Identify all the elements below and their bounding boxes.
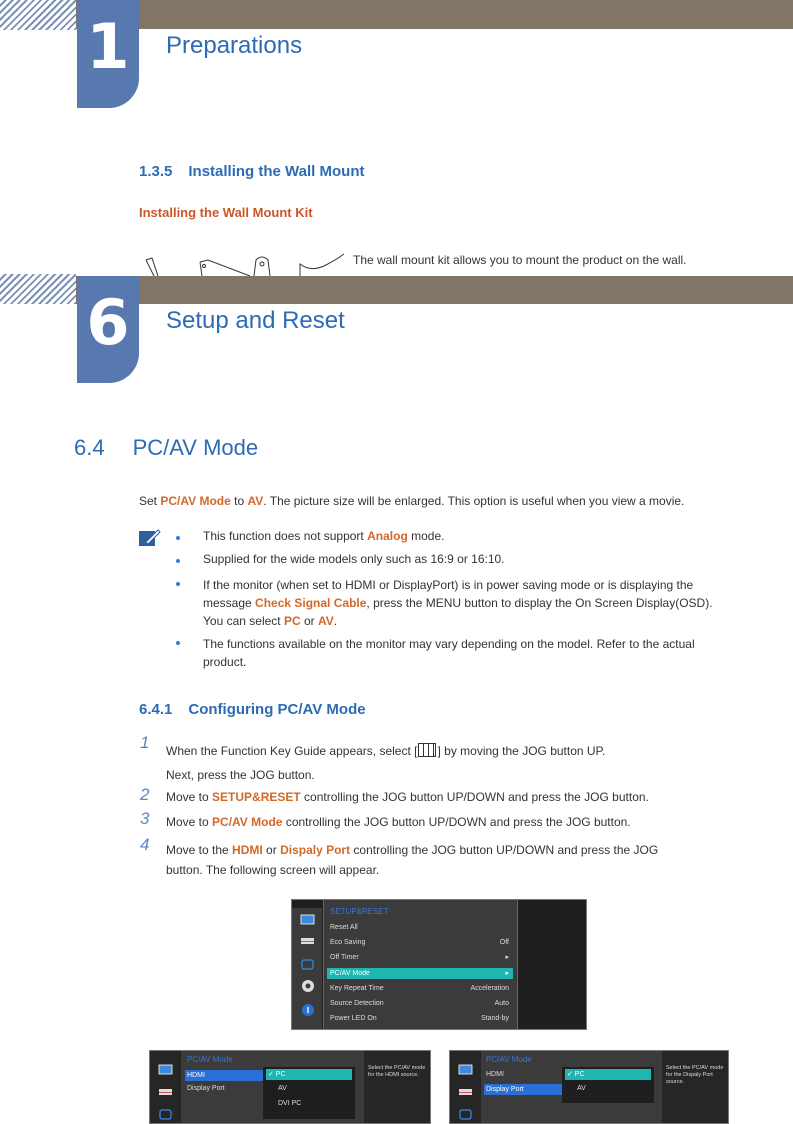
osd-menu-row[interactable] xyxy=(327,998,513,1009)
osd-item[interactable]: HDMI xyxy=(486,1071,504,1078)
osd-menu-row[interactable] xyxy=(327,968,513,979)
section-heading: 1.3.5 Installing the Wall Mount xyxy=(139,163,365,180)
osd-row-label: Power LED On xyxy=(330,1015,377,1023)
chapter-title: Preparations xyxy=(166,32,303,59)
osd-menu-row[interactable] xyxy=(327,952,513,963)
osd-item[interactable]: Display Port xyxy=(484,1084,562,1095)
chapter-bar xyxy=(76,276,793,304)
osd-main-screen xyxy=(291,899,587,1030)
subsection-heading: 6.4.1 Configuring PC/AV Mode xyxy=(139,701,366,718)
wall-mount-parts-illustration xyxy=(140,250,352,276)
intro-paragraph: Set PC/AV Mode to AV. The picture size will be enlarged. This option is useful when you view a movie. xyxy=(139,494,685,508)
osd-menu-icons xyxy=(300,914,316,1020)
chapter-number-tab xyxy=(77,276,139,383)
osd-item[interactable]: HDMI xyxy=(185,1070,263,1081)
subsection-heading: Installing the Wall Mount Kit xyxy=(139,205,313,220)
osd-item[interactable]: Display Port xyxy=(187,1085,225,1092)
wall-mount-description: The wall mount kit allows you to mount the product on the wall. xyxy=(353,253,687,267)
note-item: This function does not support Analog mode. xyxy=(203,529,445,543)
osd-option[interactable]: AV xyxy=(278,1085,287,1092)
chapter-number-tab xyxy=(77,0,139,108)
osd-title: SETUP&RESET xyxy=(330,907,389,916)
step-number: 1 xyxy=(140,733,150,752)
osd-row-label: Reset All xyxy=(330,924,358,931)
note-item: The functions available on the monitor may vary depending on the model. Refer to the actual product. xyxy=(203,637,695,669)
osd-title: PC/AV Mode xyxy=(486,1055,532,1064)
osd-row-value: Auto xyxy=(494,1000,509,1007)
osd-row-value: Stand-by xyxy=(480,1015,509,1023)
osd-row-label: Off Timer xyxy=(330,954,359,962)
step-text: Move to PC/AV Mode controlling the JOG button UP/DOWN and press the JOG button. xyxy=(166,815,631,829)
chapter-stripes xyxy=(0,0,76,30)
osd-option[interactable]: AV xyxy=(577,1085,586,1092)
bullet xyxy=(176,641,180,645)
step-number: 3 xyxy=(140,809,150,828)
menu-key-icon xyxy=(418,743,436,757)
note-icon xyxy=(138,528,162,548)
bullet xyxy=(176,582,180,586)
step-number: 4 xyxy=(140,835,150,854)
step-text: Move to SETUP&RESET controlling the JOG button UP/DOWN and press the JOG button. xyxy=(166,790,649,804)
step-text: Move to the HDMI or Dispaly Port controlling the JOG button UP/DOWN and press the JOG button. The following screen will appear. xyxy=(166,843,659,877)
osd-menu-row[interactable] xyxy=(327,983,513,994)
osd-option[interactable]: ✓ PC xyxy=(565,1069,651,1080)
osd-displayport-screen xyxy=(449,1050,729,1124)
osd-row-label: PC/AV Mode xyxy=(330,969,370,977)
osd-menu-row[interactable] xyxy=(327,937,513,948)
osd-panel xyxy=(323,900,518,1029)
note-item: Supplied for the wide models only such as 16:9 or 16:10. xyxy=(203,552,505,566)
chapter-number: 6 xyxy=(86,286,130,359)
chapter-bar xyxy=(76,0,793,29)
chapter-stripes xyxy=(0,274,76,304)
note-item: If the monitor (when set to HDMI or DisplayPort) is in power saving mode or is displaying the message Check Signal Cable, press the MENU button to display the On Screen Display(OSD). You can select PC or AV. xyxy=(203,578,713,628)
osd-row-value: ▸ xyxy=(505,954,509,962)
osd-title: PC/AV Mode xyxy=(187,1055,233,1064)
section-heading: 6.4 PC/AV Mode xyxy=(74,435,259,460)
osd-row-label: Eco Saving xyxy=(330,939,366,947)
osd-help-text: Select the PC/AV mode for the HDMI source. xyxy=(368,1065,426,1078)
osd-row-label: Key Repeat Time xyxy=(330,984,384,992)
step-number: 2 xyxy=(140,785,150,804)
osd-row-label: Source Detection xyxy=(330,1000,384,1007)
osd-row-value: Off xyxy=(499,939,509,947)
osd-row-value: Acceleration xyxy=(470,984,509,992)
osd-menu-row[interactable] xyxy=(327,1013,513,1024)
chapter-number: 1 xyxy=(86,10,130,83)
osd-menu-icons xyxy=(158,1064,174,1124)
step-text: When the Function Key Guide appears, select [ ] by moving the JOG button UP. Next, press the JOG button. xyxy=(166,744,606,782)
osd-hdmi-screen xyxy=(149,1050,431,1124)
osd-menu-icons xyxy=(458,1064,474,1124)
osd-row-value: ▸ xyxy=(505,969,509,977)
osd-help-text: Select the PC/AV mode for the Dispaly Port source. xyxy=(666,1065,724,1085)
osd-menu-row[interactable] xyxy=(327,922,513,933)
bullet xyxy=(176,536,180,540)
osd-option[interactable]: ✓ PC xyxy=(266,1069,352,1080)
chapter-title: Setup and Reset xyxy=(166,307,345,334)
osd-option[interactable]: DVI PC xyxy=(278,1100,302,1107)
bullet xyxy=(176,559,180,563)
